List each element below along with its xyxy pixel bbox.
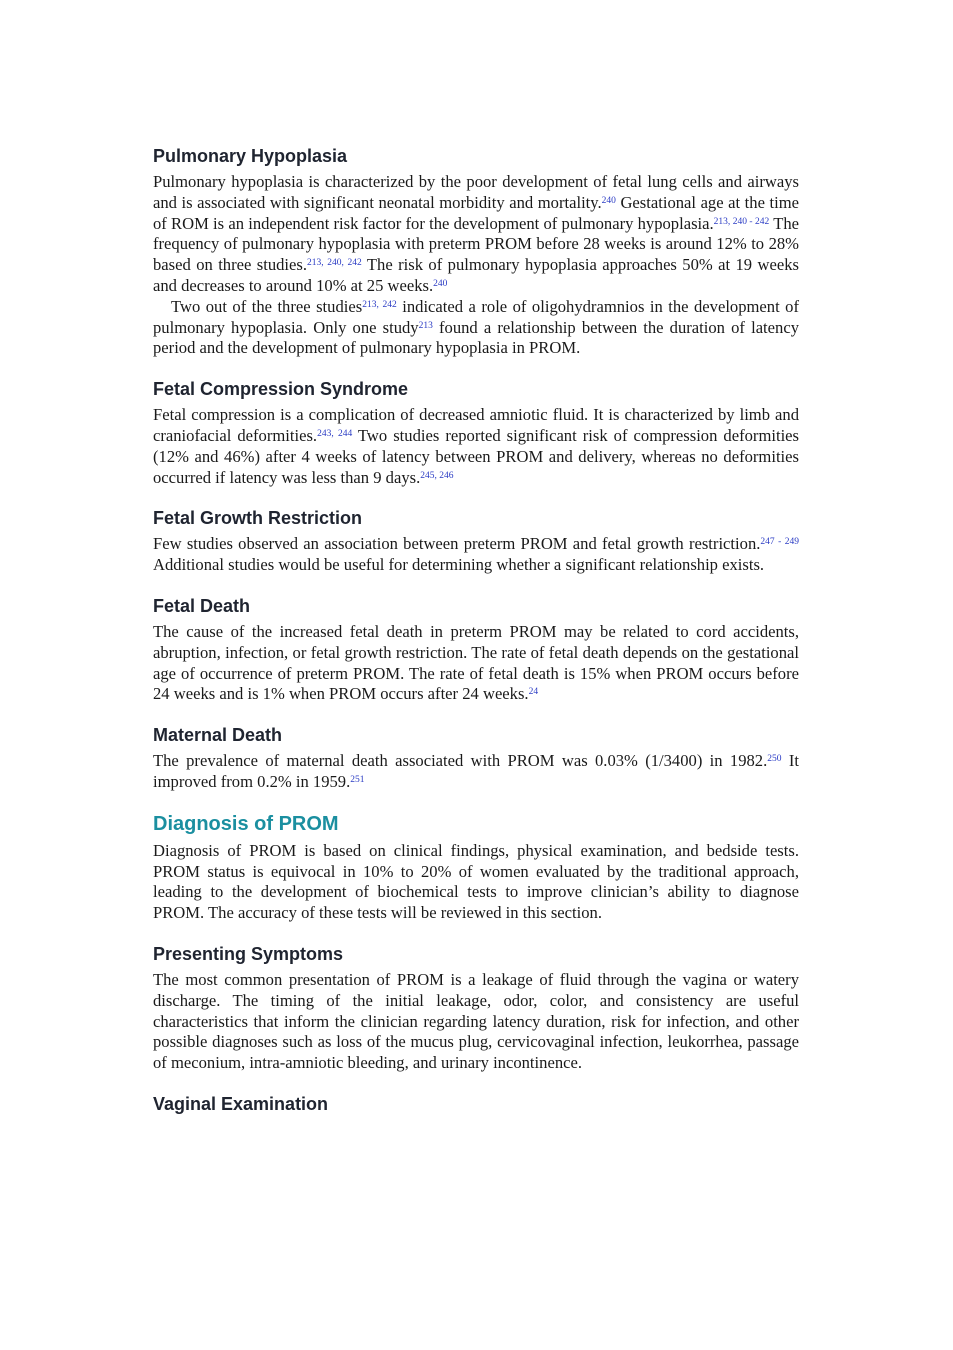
section-heading: Fetal Compression Syndrome	[153, 379, 409, 400]
paragraph	[153, 405, 799, 488]
paragraph	[153, 751, 799, 793]
text-run: The risk of pulmonary hypoplasia approaches 50% at 19 weeks and decreases to around 10% at 25 weeks.	[153, 255, 799, 295]
text-run: Two studies reported significant risk of compression deformities (12% and 46%) after 4 weeks of latency between PROM and delivery, whereas no deformities occurred if latency was less than 9 days.	[153, 425, 800, 487]
section-diagnosis-of-prom	[153, 811, 799, 924]
text-run: Pulmonary hypoplasia is characterized by the poor development of fetal lung cells and airways and is associated with significant neonatal morbidity and mortality.	[153, 172, 799, 212]
citation-link[interactable]: 250	[767, 754, 782, 765]
section-vaginal-examination	[153, 1092, 799, 1116]
paragraph	[153, 622, 799, 705]
text-run: The most common presentation of PROM is a leakage of fluid through the vagina or watery discharge. The timing of the initial leakage, odor, color, and consistency are useful characteristics that inform the clinician regarding latency duration, risk for infection, and other possible diagnoses such as loss of the mucus plug, cervicovaginal infection, leukorrhea, passage of meconium, intra-amniotic bleeding, and urinary incontinence.	[153, 969, 799, 1073]
paragraph	[153, 172, 799, 297]
citation-link[interactable]: 213, 240 - 242	[713, 216, 770, 227]
citation-link[interactable]: 247 - 249	[760, 537, 799, 548]
section-heading: Vaginal Examination	[153, 1093, 329, 1114]
text-run: The prevalence of maternal death associated with PROM was 0.03% (1/3400) in 1982.	[153, 751, 768, 771]
citation-link[interactable]: 213, 242	[362, 299, 397, 310]
section-maternal-death	[153, 723, 799, 793]
citation-link[interactable]: 213	[418, 320, 433, 331]
text-run: The frequency of pulmonary hypoplasia with preterm PROM before 28 weeks is around 12% to 28% based on three studies.	[153, 213, 799, 275]
section-fetal-death	[153, 594, 799, 705]
section-fetal-compression-syndrome	[153, 377, 799, 488]
text-run: Diagnosis of PROM is based on clinical findings, physical examination, and bedside tests. PROM status is equivocal in 10% to 20% of women evaluated by the traditional approach, leading to the development of biochemical tests to improve clinician’s ability to diagnose PROM. The accuracy of these tests will be reviewed in this section.	[153, 840, 799, 923]
text-run: Fetal compression is a complication of decreased amniotic fluid. It is characterized by limb and craniofacial deformities.	[153, 405, 799, 445]
section-presenting-symptoms	[153, 942, 799, 1074]
text-run: Few studies observed an association between preterm PROM and fetal growth restriction.	[153, 534, 761, 554]
section-pulmonary-hypoplasia	[153, 144, 799, 359]
text-run: indicated a role of oligohydramnios in the development of pulmonary hypoplasia. Only one study	[153, 296, 800, 337]
section-heading: Fetal Death	[153, 595, 251, 616]
paragraph	[153, 534, 799, 576]
text-run: Two out of the three studies	[171, 296, 363, 316]
section-fetal-growth-restriction	[153, 506, 799, 576]
citation-link[interactable]: 24	[528, 687, 539, 698]
citation-link[interactable]: 213, 240, 242	[307, 258, 362, 269]
document-page	[153, 144, 799, 1134]
section-heading: Presenting Symptoms	[153, 943, 344, 964]
paragraph	[153, 841, 799, 924]
citation-link[interactable]: 240	[433, 278, 448, 289]
text-run: Additional studies would be useful for determining whether a significant relationship exists.	[153, 555, 765, 575]
text-run: It improved from 0.2% in 1959.	[153, 751, 799, 791]
section-heading: Pulmonary Hypoplasia	[153, 146, 348, 166]
section-heading: Diagnosis of PROM	[153, 812, 339, 835]
paragraph	[153, 970, 799, 1074]
citation-link[interactable]: 243, 244	[317, 428, 353, 439]
paragraph	[153, 297, 799, 359]
text-run: The cause of the increased fetal death in preterm PROM may be related to cord accidents, abruption, infection, or fetal growth restriction. The rate of fetal death depends on the gestational age of occurrence of preterm PROM. The rate of fetal death is 15% when PROM occurs before 24 weeks and is 1% when PROM occurs after 24 weeks.	[153, 621, 799, 704]
citation-link[interactable]: 245, 246	[420, 470, 454, 481]
section-heading: Maternal Death	[153, 725, 283, 746]
citation-link[interactable]: 251	[350, 774, 365, 785]
section-heading: Fetal Growth Restriction	[153, 508, 363, 529]
text-run: Gestational age at the time of ROM is an independent risk factor for the development of pulmonary hypoplasia.	[153, 192, 799, 233]
citation-link[interactable]: 240	[601, 195, 616, 206]
text-run: found a relationship between the duration of latency period and the development of pulmonary hypoplasia in PROM.	[153, 317, 799, 358]
